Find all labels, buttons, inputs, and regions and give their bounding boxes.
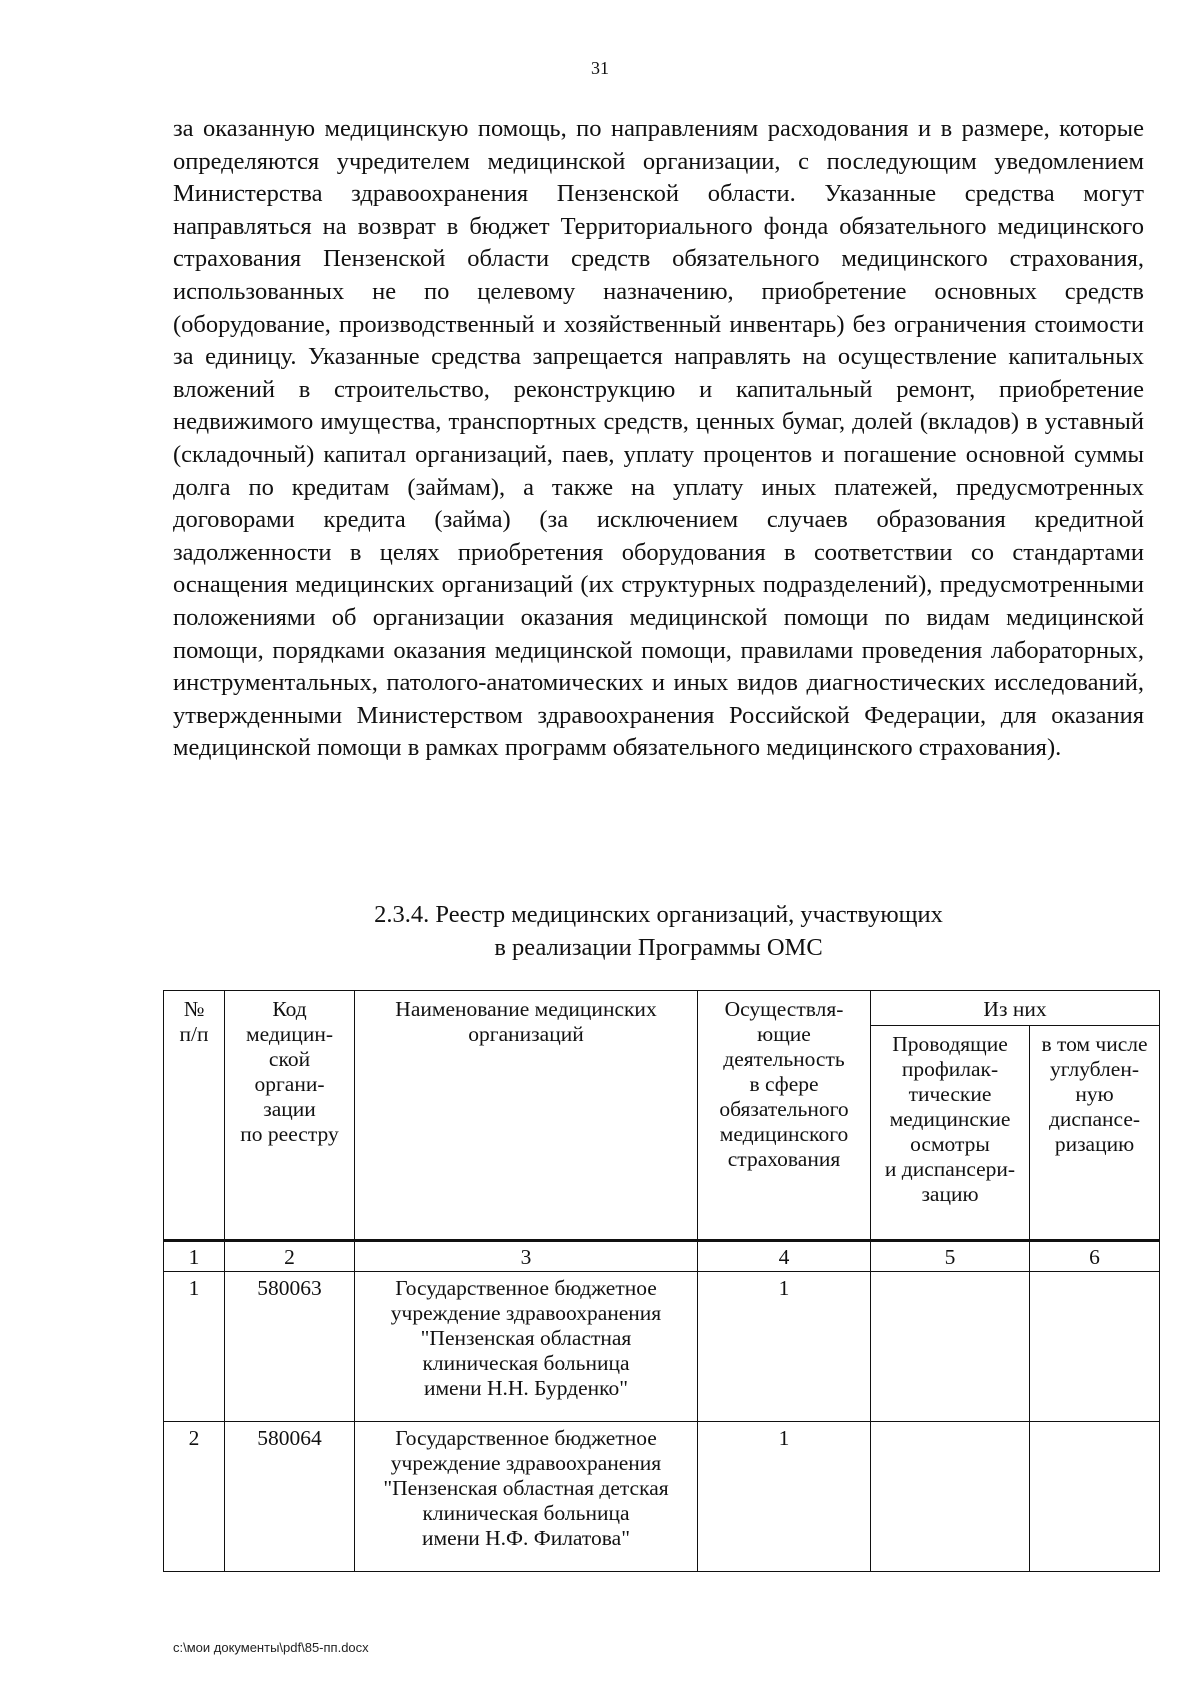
header-oms: Осуществля- ющие деятельность в сфере обязательного медицинского страхования <box>698 991 871 1241</box>
row-oms: 1 <box>698 1272 871 1422</box>
row-deep <box>1030 1422 1160 1572</box>
column-number: 5 <box>871 1241 1030 1272</box>
row-num: 1 <box>164 1272 225 1422</box>
registry-table <box>163 990 1160 1572</box>
footer-file-path: c:\мои документы\pdf\85-пп.docx <box>173 1640 369 1655</box>
column-number: 2 <box>225 1241 355 1272</box>
header-name: Наименование медицинских организаций <box>355 991 698 1241</box>
row-code: 580064 <box>225 1422 355 1572</box>
column-number: 6 <box>1030 1241 1160 1272</box>
header-num: № п/п <box>164 991 225 1241</box>
header-prof: Проводящие профилак- тические медицинские осмотры и диспансери- зацию <box>871 1026 1030 1241</box>
row-name: Государственное бюджетное учреждение здравоохранения "Пензенская областная клиническая больница имени Н.Н. Бурденко" <box>355 1272 698 1422</box>
row-name: Государственное бюджетное учреждение здравоохранения "Пензенская областная детская клиническая больница имени Н.Ф. Филатова" <box>355 1422 698 1572</box>
table-row <box>164 1422 1160 1572</box>
header-code: Код медицин- ской органи- зации по реестру <box>225 991 355 1241</box>
table-header-row-1 <box>164 991 1160 1026</box>
header-of-them: Из них <box>871 991 1160 1026</box>
row-num: 2 <box>164 1422 225 1572</box>
column-number: 4 <box>698 1241 871 1272</box>
header-deep: в том числе углублен- ную диспансе- ризацию <box>1030 1026 1160 1241</box>
row-prof <box>871 1422 1030 1572</box>
column-number: 1 <box>164 1241 225 1272</box>
column-number-row <box>164 1241 1160 1272</box>
column-number: 3 <box>355 1241 698 1272</box>
row-oms: 1 <box>698 1422 871 1572</box>
section-title-line-1: 2.3.4. Реестр медицинских организаций, участвующих <box>374 901 943 928</box>
page-number: 31 <box>591 58 609 78</box>
section-title-line-2: в реализации Программы ОМС <box>494 934 823 961</box>
row-deep <box>1030 1272 1160 1422</box>
row-code: 580063 <box>225 1272 355 1422</box>
body-paragraph: за оказанную медицинскую помощь, по направлениям расходования и в размере, которые определяются учредителем медицинской организации, с последующим уведомлением Министерства здравоохранения Пензенской области. Указанные средства могут направляться на возврат в бюджет Территориального фонда обязательного медицинского страхования Пензенской области средств обязательного медицинского страхования, использованных не по целевому назначению, приобретение основных средств (оборудование, производственный и хозяйственный инвентарь) без ограничения стоимости за единицу. Указанные средства запрещается направлять на осуществление капитальных вложений в строительство, реконструкцию и капитальный ремонт, приобретение недвижимого имущества, транспортных средств, ценных бумаг, долей (вкладов) в уставный (складочный) капитал организаций, паев, уплату процентов и погашение основной суммы долга по кредитам (займам), а также на уплату иных платежей, предусмотренных договорами кредита (займа) (за исключением случаев образования кредитной задолженности в целях приобретения оборудования в соответствии со стандартами оснащения медицинских организаций (их структурных подразделений), предусмотренными положениями об организации оказания медицинской помощи по видам медицинской помощи, порядками оказания медицинской помощи, правилами проведения лабораторных, инструментальных, патолого-анатомических и иных видов диагностических исследований, утвержденными Министерством здравоохранения Российской Федерации, для оказания медицинской помощи в рамках программ обязательного медицинского страхования). <box>173 115 1144 762</box>
section-title <box>173 898 1144 964</box>
table-row <box>164 1272 1160 1422</box>
row-prof <box>871 1272 1030 1422</box>
